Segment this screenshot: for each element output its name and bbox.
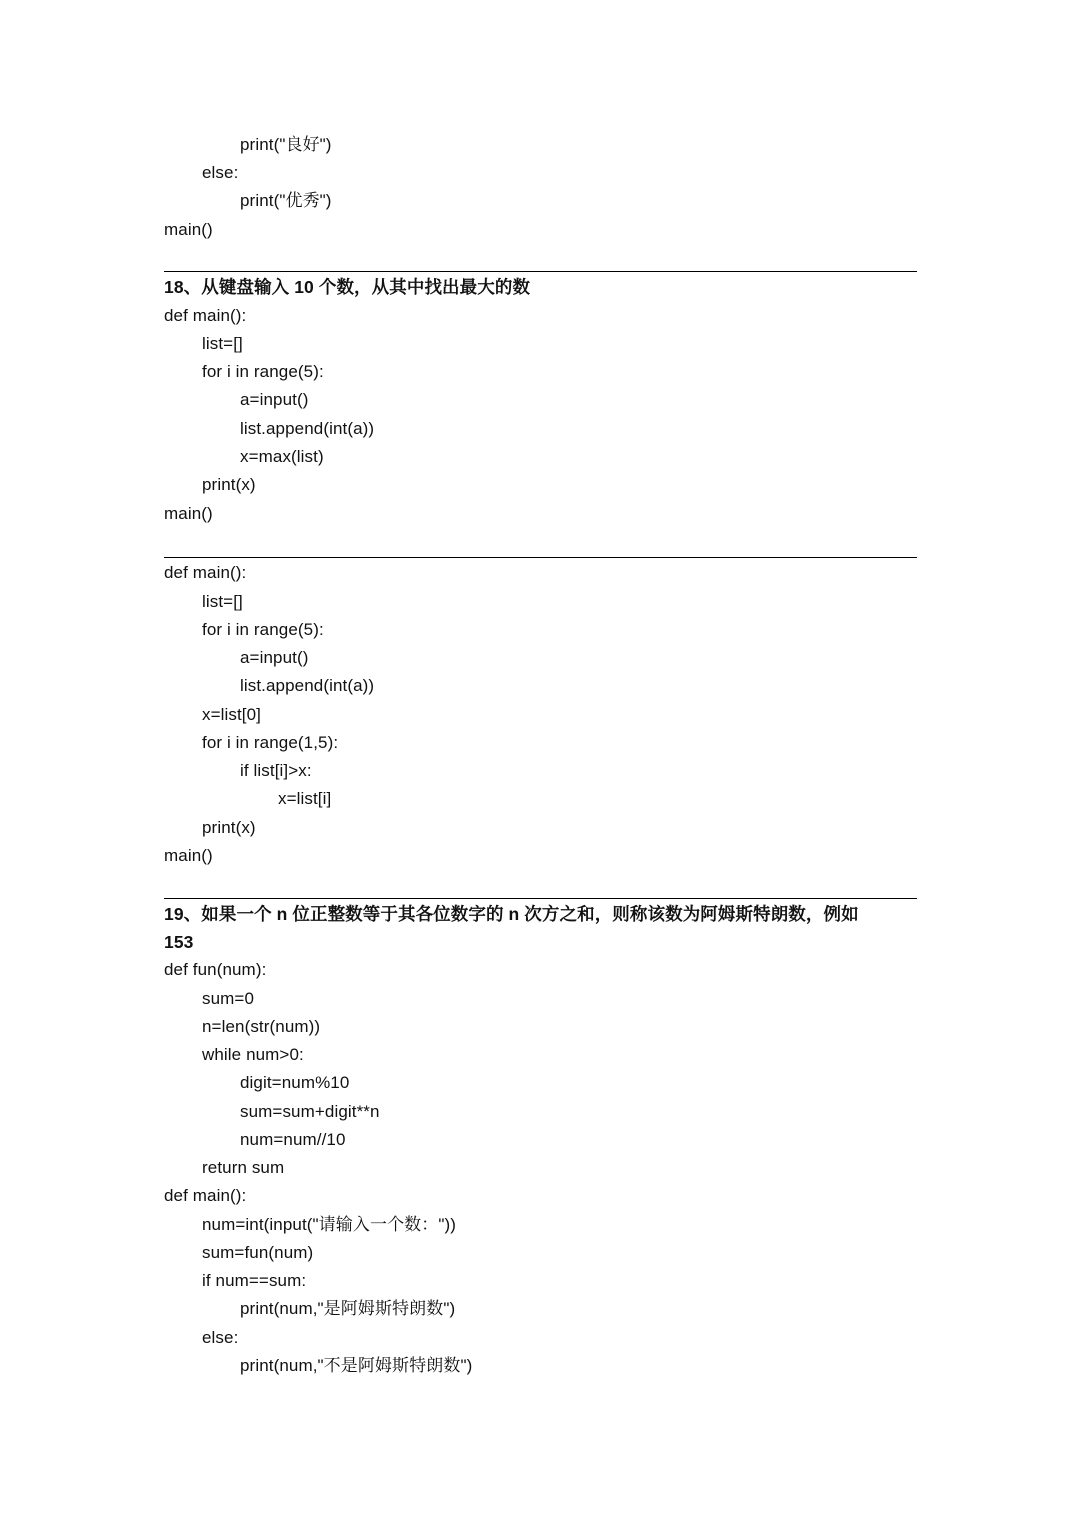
code-line: def main(): <box>164 1186 247 1205</box>
code-line: main() <box>164 504 213 523</box>
question-19-heading: 19、如果一个 n 位正整数等于其各位数字的 n 次方之和，则称该数为阿姆斯特朗数，例如 <box>164 904 859 924</box>
code-line: digit=num%10 <box>240 1073 350 1092</box>
code-line: print(x) <box>202 818 256 837</box>
section-divider <box>164 557 917 558</box>
code-line: list=[] <box>202 334 243 353</box>
code-line: num=int(input("请输入一个数：")) <box>202 1215 457 1234</box>
section-divider <box>164 271 917 272</box>
code-line: while num>0: <box>202 1045 304 1064</box>
code-line: a=input() <box>240 648 309 667</box>
code-line: x=list[0] <box>202 705 262 724</box>
code-line: return sum <box>202 1158 285 1177</box>
code-line: sum=0 <box>202 989 254 1008</box>
code-line: if num==sum: <box>202 1271 307 1290</box>
question-19-heading-cont: 153 <box>164 932 194 952</box>
code-line: print(x) <box>202 475 256 494</box>
code-line: def fun(num): <box>164 960 267 979</box>
code-line: if list[i]>x: <box>240 761 312 780</box>
section-divider <box>164 898 917 899</box>
code-line: sum=sum+digit**n <box>240 1102 380 1121</box>
code-line: main() <box>164 846 213 865</box>
code-line: list.append(int(a)) <box>240 676 375 695</box>
code-line: x=max(list) <box>240 447 324 466</box>
code-line: for i in range(5): <box>202 620 324 639</box>
code-line: sum=fun(num) <box>202 1243 314 1262</box>
code-line: else: <box>202 1328 239 1347</box>
code-line: print(num,"是阿姆斯特朗数") <box>240 1299 456 1318</box>
question-18-heading: 18、从键盘输入 10 个数，从其中找出最大的数 <box>164 277 531 297</box>
code-line: list.append(int(a)) <box>240 419 375 438</box>
code-line: def main(): <box>164 306 247 325</box>
code-line: list=[] <box>202 592 243 611</box>
code-line: print("良好") <box>240 135 332 154</box>
code-line: print("优秀") <box>240 191 332 210</box>
code-line: def main(): <box>164 563 247 582</box>
code-line: for i in range(5): <box>202 362 324 381</box>
code-line: n=len(str(num)) <box>202 1017 321 1036</box>
code-line: else: <box>202 163 239 182</box>
code-line: num=num//10 <box>240 1130 346 1149</box>
code-line: x=list[i] <box>278 789 332 808</box>
code-line: main() <box>164 220 213 239</box>
code-line: for i in range(1,5): <box>202 733 339 752</box>
code-line: a=input() <box>240 390 309 409</box>
code-line: print(num,"不是阿姆斯特朗数") <box>240 1356 473 1375</box>
